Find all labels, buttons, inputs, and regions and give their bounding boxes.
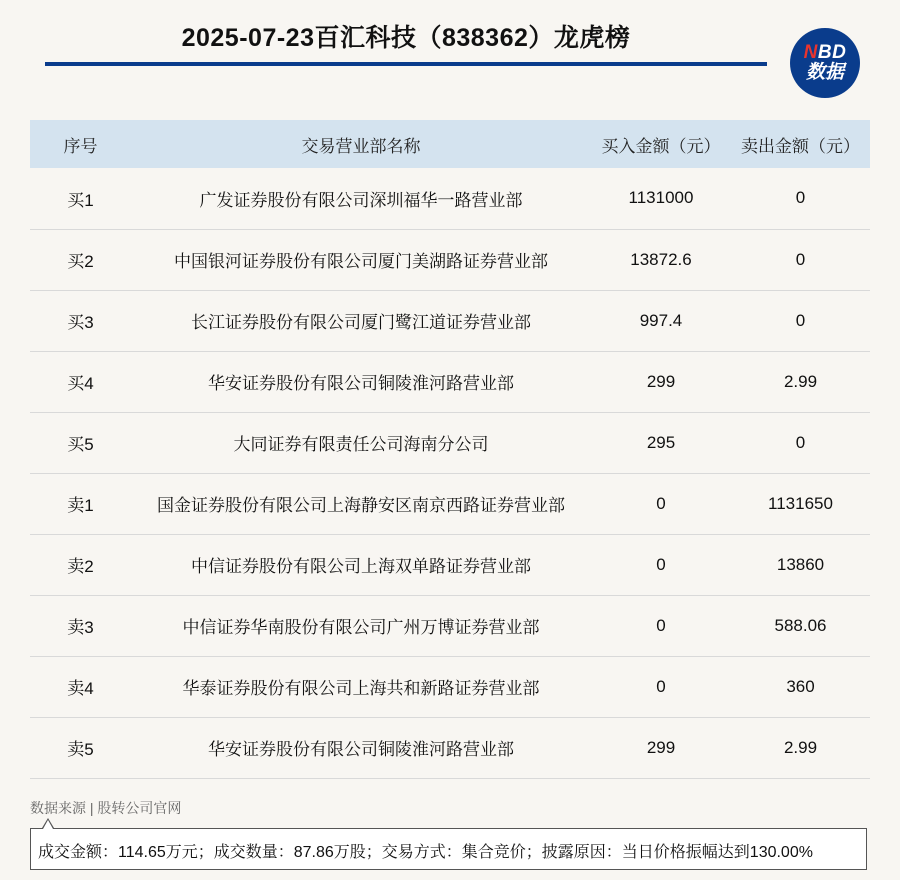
cell-seq: 买1 <box>30 168 131 229</box>
table-row <box>30 595 870 656</box>
data-source-caption: 数据来源 | 股转公司官网 <box>30 800 182 816</box>
cell-buy-amount: 295 <box>591 412 731 473</box>
cell-buy-amount: 0 <box>591 473 731 534</box>
cell-branch-name: 华安证券股份有限公司铜陵淮河路营业部 <box>131 717 591 778</box>
cell-seq: 卖3 <box>30 595 131 656</box>
cell-buy-amount: 299 <box>591 717 731 778</box>
cell-branch-name: 中信证券华南股份有限公司广州万博证券营业部 <box>131 595 591 656</box>
cell-sell-amount: 2.99 <box>731 351 870 412</box>
logo-line1: NBD <box>803 42 847 64</box>
table-row <box>30 351 870 412</box>
table-row <box>30 290 870 351</box>
cell-buy-amount: 0 <box>591 595 731 656</box>
cell-branch-name: 华安证券股份有限公司铜陵淮河路营业部 <box>131 351 591 412</box>
cell-sell-amount: 0 <box>731 290 870 351</box>
page-title: 2025-07-23百汇科技（838362）龙虎榜 <box>181 24 631 52</box>
cell-seq: 卖5 <box>30 717 131 778</box>
cell-branch-name: 中国银河证券股份有限公司厦门美湖路证券营业部 <box>131 229 591 290</box>
cell-branch-name: 广发证券股份有限公司深圳福华一路营业部 <box>131 168 591 229</box>
table-header-row <box>30 120 870 168</box>
table-row <box>30 534 870 595</box>
title-underline <box>45 62 767 66</box>
cell-branch-name: 中信证券股份有限公司上海双单路证券营业部 <box>131 534 591 595</box>
logo-line2: 数据 <box>805 62 844 83</box>
cell-seq: 卖2 <box>30 534 131 595</box>
cell-sell-amount: 360 <box>731 656 870 717</box>
cell-sell-amount: 2.99 <box>731 717 870 778</box>
cell-buy-amount: 299 <box>591 351 731 412</box>
cell-seq: 卖1 <box>30 473 131 534</box>
cell-seq: 买2 <box>30 229 131 290</box>
cell-buy-amount: 0 <box>591 534 731 595</box>
cell-buy-amount: 1131000 <box>591 168 731 229</box>
table-row <box>30 656 870 717</box>
cell-buy-amount: 13872.6 <box>591 229 731 290</box>
cell-sell-amount: 588.06 <box>731 595 870 656</box>
callout-pointer-fill <box>43 820 53 829</box>
cell-seq: 买3 <box>30 290 131 351</box>
cell-buy-amount: 0 <box>591 656 731 717</box>
cell-seq: 买4 <box>30 351 131 412</box>
table-row <box>30 412 870 473</box>
header-sell-amount: 卖出金额（元） <box>741 136 860 156</box>
nbd-logo <box>790 28 860 98</box>
header-buy-amount: 买入金额（元） <box>601 136 721 156</box>
cell-sell-amount: 0 <box>731 168 870 229</box>
dragon-tiger-table <box>30 120 870 779</box>
cell-sell-amount: 1131650 <box>731 473 870 534</box>
table-row <box>30 473 870 534</box>
cell-branch-name: 长江证券股份有限公司厦门鹭江道证券营业部 <box>131 290 591 351</box>
header-seq: 序号 <box>63 136 98 156</box>
header-branch-name: 交易营业部名称 <box>301 136 421 156</box>
cell-branch-name: 国金证券股份有限公司上海静安区南京西路证券营业部 <box>131 473 591 534</box>
table-row <box>30 168 870 229</box>
cell-sell-amount: 0 <box>731 229 870 290</box>
table-row <box>30 717 870 778</box>
cell-branch-name: 华泰证券股份有限公司上海共和新路证券营业部 <box>131 656 591 717</box>
cell-seq: 买5 <box>30 412 131 473</box>
cell-sell-amount: 0 <box>731 412 870 473</box>
cell-sell-amount: 13860 <box>731 534 870 595</box>
cell-buy-amount: 997.4 <box>591 290 731 351</box>
cell-seq: 卖4 <box>30 656 131 717</box>
cell-branch-name: 大同证券有限责任公司海南分公司 <box>131 412 591 473</box>
trade-summary-note: 成交金额：114.65万元；成交数量：87.86万股；交易方式：集合竞价；披露原因：当日价格振幅达到130.00% <box>30 828 867 870</box>
table-row <box>30 229 870 290</box>
